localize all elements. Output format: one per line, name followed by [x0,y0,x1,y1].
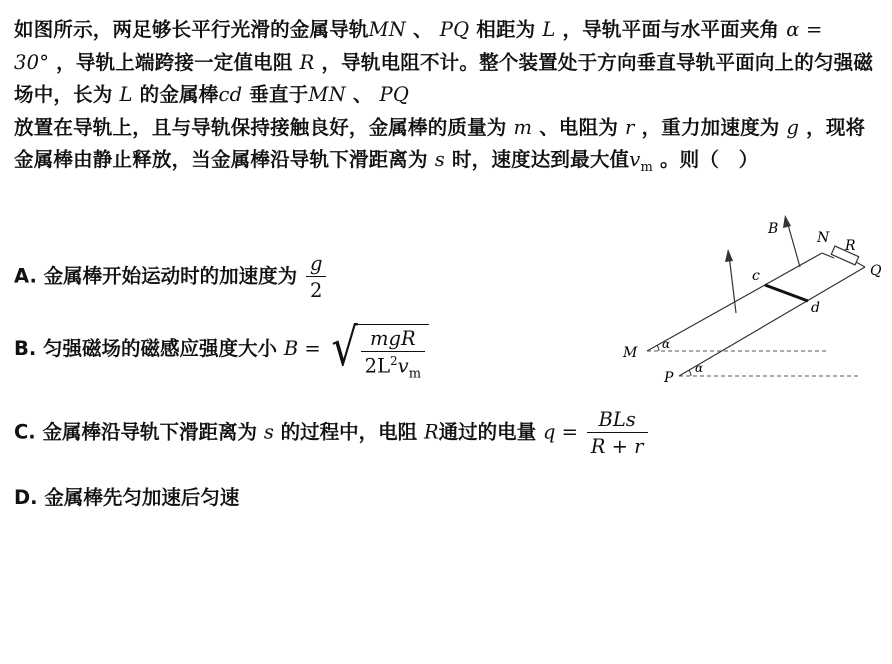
metal-rod-cd [765,285,808,301]
fraction-charge: $\frac{\text{BLs}}{R + r}$ [587,408,648,458]
field-arrowhead-right [783,215,791,228]
label-c: c [752,268,760,284]
label-n: N [817,230,830,246]
angle-arc-p [689,370,691,376]
option-c[interactable]: C. 金属棒沿导轨下滑距离为 s 的过程中，电阻 R通过的电量 q = $\frac{\text{BLs}}{R + r}$ [14,408,650,458]
label-b: B [768,221,779,237]
label-m: M [623,345,638,361]
label-d: d [811,300,820,316]
rail-pq [679,267,865,376]
label-q: Q [870,263,882,279]
square-root: √ $\frac{\text{mgR}}{2L^2v_m}$ [328,318,430,381]
top-wire-right [856,262,865,267]
label-alpha-m: α [662,337,671,351]
label-alpha-p: α [695,361,704,375]
rail-diagram [600,205,890,395]
field-arrow-right [787,221,800,267]
angle-arc-m [657,345,659,351]
label-p: P [664,370,674,386]
field-arrowhead-left [725,249,733,262]
option-d[interactable]: D. 金属棒先匀加速后匀速 [14,486,240,509]
label-r: R [845,238,856,254]
option-a[interactable]: A. 金属棒开始运动时的加速度为 $\frac{g}{2}$ [14,252,328,302]
question-stem: 如图所示，两足够长平行光滑的金属导轨MN 、 PQ 相距为 L ，导轨平面与水平面夹角 α = 30° ，导轨上端跨接一定值电阻 R ，导轨电阻不计。整个装置处于方向垂直导轨平面向上的匀强磁场中，长为 L 的金属棒cd 垂直于MN 、 PQ 放置在导轨上，且与导轨保持接触良好，金属棒的质量为 m 、电阻为 r ，重力加速度为 g ，现将金属棒由静止释放，当金属棒沿导轨下滑距离为 s 时，速度达到最大值$v_m$ 。则（ ） [14,18,874,176]
fraction-g-over-2: $\frac{g}{2}$ [306,252,326,302]
option-b[interactable]: B. 匀强磁场的磁感应强度大小 B = √ $\frac{\text{mgR}}{2L^2v_m}$ [14,318,429,381]
